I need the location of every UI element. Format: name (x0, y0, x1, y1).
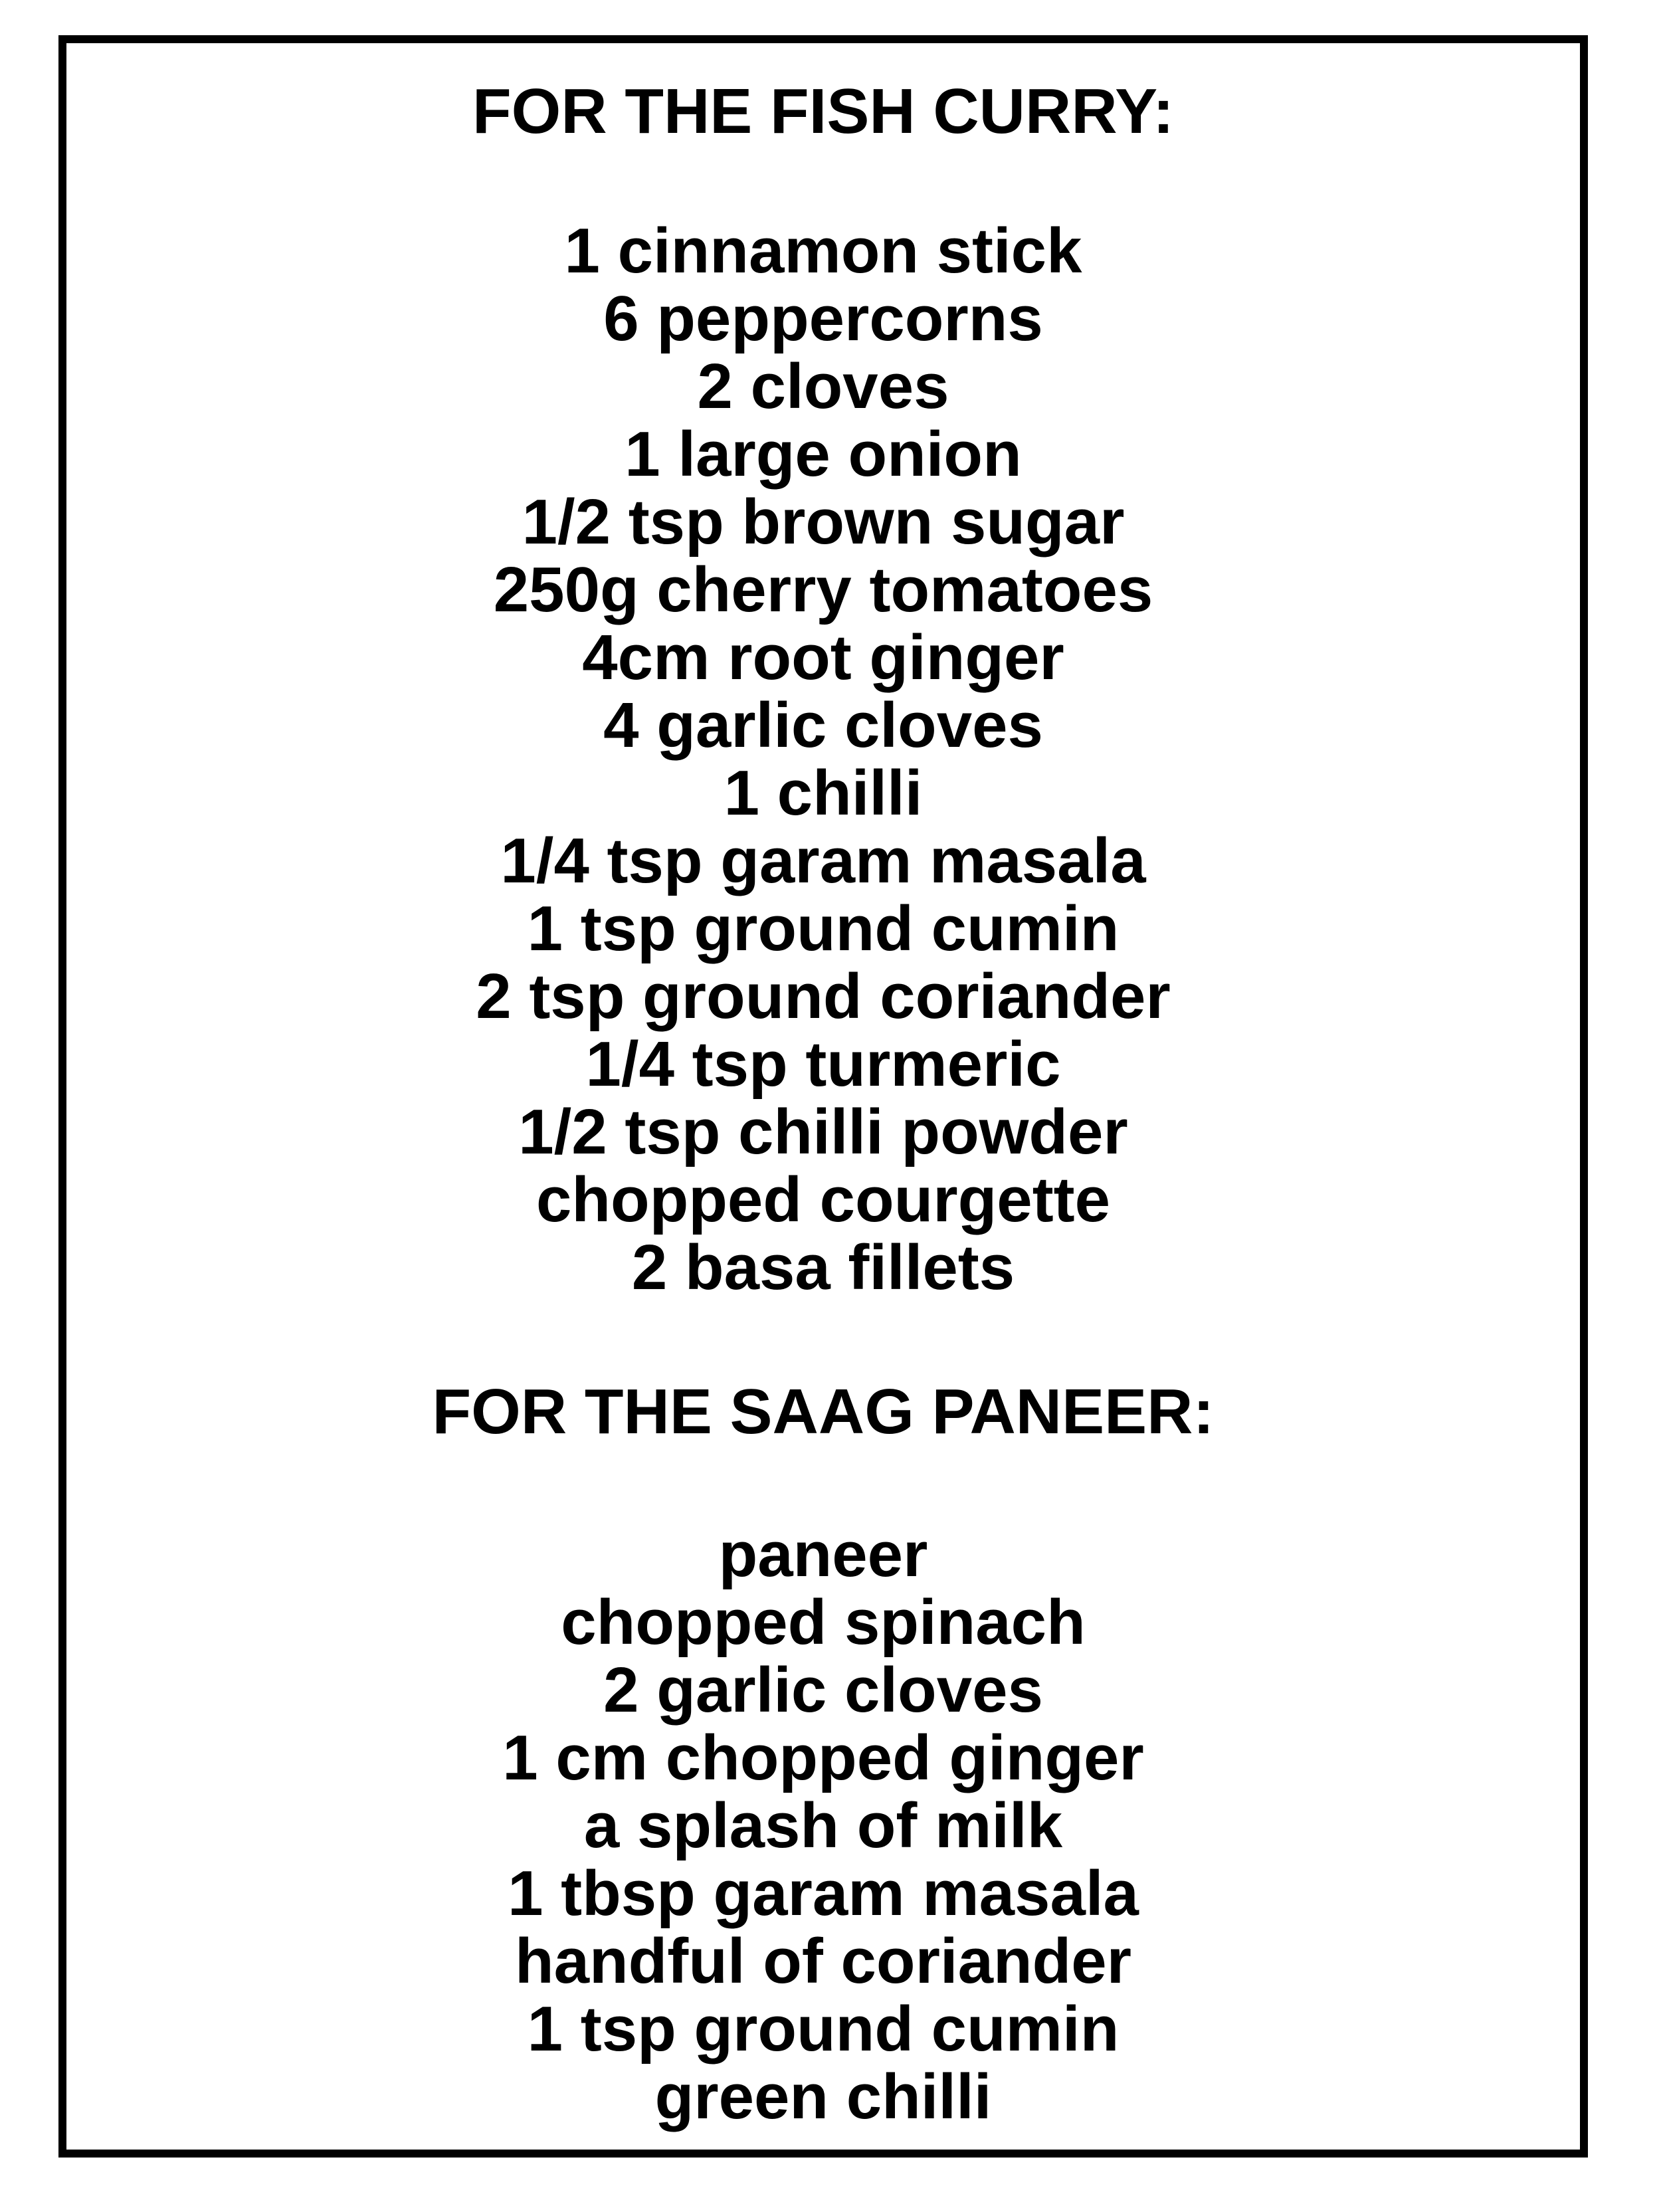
ingredient-item: 1/4 tsp garam masala (500, 825, 1146, 896)
ingredient-item: 1 cinnamon stick (564, 215, 1082, 286)
ingredient-item: a splash of milk (583, 1790, 1063, 1861)
ingredient-item: 1 tbsp garam masala (508, 1858, 1139, 1929)
fish-curry-ingredient-list (66, 217, 1580, 1302)
ingredient-item: green chilli (654, 2061, 992, 2132)
ingredient-item: 1 large onion (625, 419, 1022, 490)
ingredient-item: 1/2 tsp chilli powder (518, 1096, 1128, 1167)
ingredient-item: chopped spinach (561, 1587, 1086, 1658)
ingredient-item: 250g cherry tomatoes (493, 554, 1153, 625)
saag-paneer-ingredient-list (66, 1521, 1580, 2131)
ingredient-item: 1 cm chopped ginger (502, 1722, 1144, 1793)
ingredient-item: handful of coriander (514, 1926, 1132, 1997)
ingredient-item: 2 garlic cloves (603, 1655, 1043, 1726)
saag-paneer-heading: FOR THE SAAG PANEER: (432, 1376, 1215, 1447)
ingredient-lists (66, 78, 1580, 2131)
ingredient-item: 6 peppercorns (603, 283, 1043, 354)
ingredient-item: chopped courgette (536, 1164, 1111, 1235)
ingredient-item: 1/2 tsp brown sugar (522, 486, 1125, 557)
ingredient-item: 1 tsp ground cumin (527, 893, 1120, 964)
ingredient-item: 2 basa fillets (631, 1232, 1015, 1303)
ingredient-item: 2 tsp ground coriander (476, 961, 1171, 1032)
ingredient-item: 2 cloves (697, 351, 949, 422)
ingredient-item: 1/4 tsp turmeric (585, 1029, 1061, 1100)
ingredient-item: paneer (718, 1519, 928, 1590)
ingredient-item: 1 chilli (724, 757, 923, 829)
ingredient-item: 1 tsp ground cumin (527, 1993, 1120, 2064)
ingredient-item: 4cm root ginger (582, 622, 1064, 693)
ingredient-item: 4 garlic cloves (603, 690, 1043, 761)
fish-curry-heading: FOR THE FISH CURRY: (472, 76, 1174, 147)
recipe-card-border (58, 35, 1588, 2158)
